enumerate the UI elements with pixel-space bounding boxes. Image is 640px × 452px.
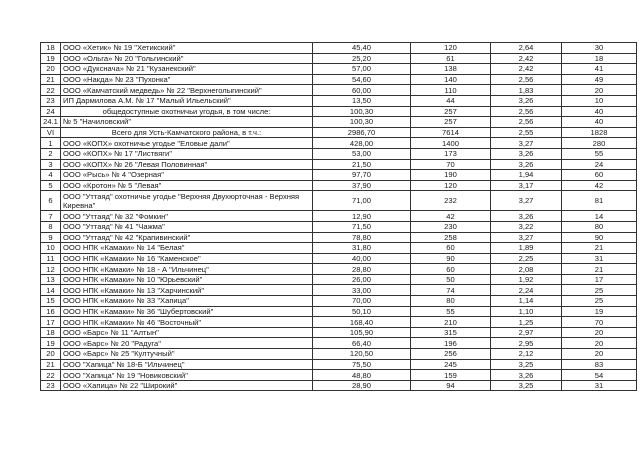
table-row xyxy=(41,170,637,181)
population-cell: 232 xyxy=(411,191,491,211)
density-cell: 1,10 xyxy=(491,306,562,317)
area-cell: 57,00 xyxy=(313,64,411,75)
table-row xyxy=(41,232,637,243)
density-cell: 2,55 xyxy=(491,127,562,138)
area-cell: 28,90 xyxy=(313,380,411,391)
ground-name-cell: ООО «Барс» № 25 "Култучный" xyxy=(61,349,313,360)
quota-cell: 1828 xyxy=(562,127,637,138)
density-cell: 1,92 xyxy=(491,274,562,285)
row-number-cell: 5 xyxy=(41,180,61,191)
density-cell: 2,24 xyxy=(491,285,562,296)
ground-name-cell: ООО «Хапица» № 22 "Широкий" xyxy=(61,380,313,391)
population-cell: 196 xyxy=(411,338,491,349)
area-cell: 37,90 xyxy=(313,180,411,191)
table-row xyxy=(41,159,637,170)
table-row xyxy=(41,253,637,264)
density-cell: 1,25 xyxy=(491,317,562,328)
table-row xyxy=(41,349,637,360)
quota-cell: 21 xyxy=(562,243,637,254)
population-cell: 90 xyxy=(411,253,491,264)
ground-name-cell: ООО НПК «Камаки» № 46 "Восточный" xyxy=(61,317,313,328)
quota-cell: 280 xyxy=(562,138,637,149)
quota-cell: 55 xyxy=(562,148,637,159)
quota-cell: 40 xyxy=(562,117,637,128)
population-cell: 190 xyxy=(411,170,491,181)
area-cell: 105,90 xyxy=(313,327,411,338)
population-cell: 61 xyxy=(411,53,491,64)
ground-name-cell: ООО «Барс» № 20 "Радуга" xyxy=(61,338,313,349)
quota-cell: 25 xyxy=(562,296,637,307)
table-row xyxy=(41,285,637,296)
row-number-cell: 19 xyxy=(41,53,61,64)
row-number-cell: 13 xyxy=(41,274,61,285)
row-number-cell: 2 xyxy=(41,148,61,159)
density-cell: 1,94 xyxy=(491,170,562,181)
population-cell: 50 xyxy=(411,274,491,285)
density-cell: 2,56 xyxy=(491,74,562,85)
row-number-cell: 20 xyxy=(41,349,61,360)
row-number-cell: 6 xyxy=(41,191,61,211)
quota-cell: 20 xyxy=(562,338,637,349)
ground-name-cell: ООО НПК «Камаки» № 16 "Каменское" xyxy=(61,253,313,264)
area-cell: 97,70 xyxy=(313,170,411,181)
density-cell: 2,42 xyxy=(491,64,562,75)
table-row xyxy=(41,274,637,285)
density-cell: 3,26 xyxy=(491,211,562,222)
ground-name-cell: ООО НПК «Камаки» № 18 - А "Ильчинец" xyxy=(61,264,313,275)
population-cell: 44 xyxy=(411,95,491,106)
row-number-cell: 15 xyxy=(41,296,61,307)
area-cell: 21,50 xyxy=(313,159,411,170)
area-cell: 100,30 xyxy=(313,117,411,128)
quota-cell: 21 xyxy=(562,264,637,275)
table-row xyxy=(41,74,637,85)
ground-name-cell: ООО «Накда» № 23 "Пухонка" xyxy=(61,74,313,85)
population-cell: 256 xyxy=(411,349,491,360)
density-cell: 3,27 xyxy=(491,232,562,243)
table-row xyxy=(41,127,637,138)
density-cell: 3,26 xyxy=(491,95,562,106)
ground-name-cell: ООО НПК «Камаки» № 14 "Белая" xyxy=(61,243,313,254)
density-cell: 1,89 xyxy=(491,243,562,254)
quota-cell: 42 xyxy=(562,180,637,191)
row-number-cell: 7 xyxy=(41,211,61,222)
table-row xyxy=(41,211,637,222)
row-number-cell: 4 xyxy=(41,170,61,181)
table-row xyxy=(41,138,637,149)
population-cell: 120 xyxy=(411,43,491,54)
population-cell: 7614 xyxy=(411,127,491,138)
row-number-cell: 1 xyxy=(41,138,61,149)
table-row xyxy=(41,117,637,128)
row-number-cell: 21 xyxy=(41,74,61,85)
density-cell: 3,26 xyxy=(491,159,562,170)
ground-name-cell: ООО "Уттаяд" охотничье угодье "Верхняя Двухюрточная - Верхняя Киревна" xyxy=(61,191,313,211)
quota-cell: 10 xyxy=(562,95,637,106)
population-cell: 74 xyxy=(411,285,491,296)
ground-name-cell: ООО "Уттаяд" № 42 "Крапивинский" xyxy=(61,232,313,243)
population-cell: 1400 xyxy=(411,138,491,149)
ground-name-cell: ООО «Рысь» № 4 "Озерная" xyxy=(61,170,313,181)
ground-name-cell: ООО "Хапица" № 19 "Новиковский" xyxy=(61,370,313,381)
population-cell: 42 xyxy=(411,211,491,222)
population-cell: 257 xyxy=(411,117,491,128)
area-cell: 71,50 xyxy=(313,221,411,232)
density-cell: 2,12 xyxy=(491,349,562,360)
table-row xyxy=(41,380,637,391)
area-cell: 75,50 xyxy=(313,359,411,370)
area-cell: 25,20 xyxy=(313,53,411,64)
ground-name-cell: ООО «КОПХ» № 26 "Левая Половинная" xyxy=(61,159,313,170)
quota-cell: 20 xyxy=(562,327,637,338)
table-row xyxy=(41,53,637,64)
table-row xyxy=(41,264,637,275)
hunting-grounds-table xyxy=(40,42,637,391)
ground-name-cell: ООО НПК «Камаки» № 13 "Харчинский" xyxy=(61,285,313,296)
ground-name-cell: ООО "Хапица" № 18-Б "Ильчинец" xyxy=(61,359,313,370)
density-cell: 2,64 xyxy=(491,43,562,54)
population-cell: 94 xyxy=(411,380,491,391)
quota-cell: 80 xyxy=(562,221,637,232)
area-cell: 100,30 xyxy=(313,106,411,117)
density-cell: 1,14 xyxy=(491,296,562,307)
population-cell: 258 xyxy=(411,232,491,243)
density-cell: 2,95 xyxy=(491,338,562,349)
quota-cell: 14 xyxy=(562,211,637,222)
density-cell: 3,27 xyxy=(491,191,562,211)
row-number-cell: 10 xyxy=(41,243,61,254)
ground-name-cell: ООО «Кротон» № 5 "Левая" xyxy=(61,180,313,191)
population-cell: 120 xyxy=(411,180,491,191)
area-cell: 50,10 xyxy=(313,306,411,317)
table-row xyxy=(41,327,637,338)
table-row xyxy=(41,243,637,254)
population-cell: 80 xyxy=(411,296,491,307)
quota-cell: 25 xyxy=(562,285,637,296)
population-cell: 138 xyxy=(411,64,491,75)
row-number-cell: 8 xyxy=(41,221,61,232)
ground-name-cell: ООО «Дукснача» № 21 "Кузанекский" xyxy=(61,64,313,75)
area-cell: 70,00 xyxy=(313,296,411,307)
ground-name-cell: ООО "Уттаяд" № 41 "Чажма" xyxy=(61,221,313,232)
ground-name-cell: ООО «КОПХ» № 17 "Листвяги" xyxy=(61,148,313,159)
quota-cell: 81 xyxy=(562,191,637,211)
table-row xyxy=(41,306,637,317)
table-row xyxy=(41,338,637,349)
density-cell: 3,25 xyxy=(491,380,562,391)
table-row xyxy=(41,148,637,159)
table-row xyxy=(41,221,637,232)
density-cell: 3,25 xyxy=(491,359,562,370)
area-cell: 28,80 xyxy=(313,264,411,275)
quota-cell: 70 xyxy=(562,317,637,328)
table-row xyxy=(41,106,637,117)
row-number-cell: 18 xyxy=(41,43,61,54)
ground-name-cell: ООО «КОПХ» охотничье угодье "Еловые дали" xyxy=(61,138,313,149)
row-number-cell: 17 xyxy=(41,317,61,328)
population-cell: 230 xyxy=(411,221,491,232)
row-number-cell: 3 xyxy=(41,159,61,170)
row-number-cell: 22 xyxy=(41,370,61,381)
row-number-cell: 24 xyxy=(41,106,61,117)
ground-name-cell: ООО "Уттаяд" № 32 "Фомкин" xyxy=(61,211,313,222)
population-cell: 315 xyxy=(411,327,491,338)
table-body xyxy=(41,43,637,391)
table-row xyxy=(41,95,637,106)
population-cell: 159 xyxy=(411,370,491,381)
ground-name-cell: ООО НПК «Камаки» № 36 "Шубертовский" xyxy=(61,306,313,317)
quota-cell: 20 xyxy=(562,85,637,96)
quota-cell: 17 xyxy=(562,274,637,285)
ground-name-cell: ООО НПК «Камаки» № 10 "Юрьевский" xyxy=(61,274,313,285)
area-cell: 53,00 xyxy=(313,148,411,159)
area-cell: 40,00 xyxy=(313,253,411,264)
area-cell: 26,00 xyxy=(313,274,411,285)
density-cell: 3,22 xyxy=(491,221,562,232)
row-number-cell: VI xyxy=(41,127,61,138)
quota-cell: 19 xyxy=(562,306,637,317)
row-number-cell: 24.1 xyxy=(41,117,61,128)
density-cell: 2,08 xyxy=(491,264,562,275)
density-cell: 1,83 xyxy=(491,85,562,96)
area-cell: 66,40 xyxy=(313,338,411,349)
table-row xyxy=(41,43,637,54)
quota-cell: 41 xyxy=(562,64,637,75)
ground-name-cell: Всего для Усть-Камчатского района, в т.ч.: xyxy=(61,127,313,138)
quota-cell: 60 xyxy=(562,170,637,181)
row-number-cell: 16 xyxy=(41,306,61,317)
quota-cell: 40 xyxy=(562,106,637,117)
row-number-cell: 11 xyxy=(41,253,61,264)
row-number-cell: 9 xyxy=(41,232,61,243)
density-cell: 3,27 xyxy=(491,138,562,149)
area-cell: 12,90 xyxy=(313,211,411,222)
table-row xyxy=(41,317,637,328)
row-number-cell: 23 xyxy=(41,95,61,106)
density-cell: 3,26 xyxy=(491,370,562,381)
ground-name-cell: ИП Дармилова А.М. № 17 "Малый Ильельский" xyxy=(61,95,313,106)
density-cell: 2,25 xyxy=(491,253,562,264)
quota-cell: 54 xyxy=(562,370,637,381)
density-cell: 2,56 xyxy=(491,117,562,128)
area-cell: 2986,70 xyxy=(313,127,411,138)
density-cell: 3,26 xyxy=(491,148,562,159)
table-row xyxy=(41,191,637,211)
population-cell: 70 xyxy=(411,159,491,170)
population-cell: 210 xyxy=(411,317,491,328)
row-number-cell: 18 xyxy=(41,327,61,338)
row-number-cell: 20 xyxy=(41,64,61,75)
density-cell: 2,56 xyxy=(491,106,562,117)
table-row xyxy=(41,296,637,307)
area-cell: 13,50 xyxy=(313,95,411,106)
table-row xyxy=(41,370,637,381)
quota-cell: 20 xyxy=(562,349,637,360)
row-number-cell: 23 xyxy=(41,380,61,391)
area-cell: 78,80 xyxy=(313,232,411,243)
area-cell: 168,40 xyxy=(313,317,411,328)
population-cell: 55 xyxy=(411,306,491,317)
density-cell: 3,17 xyxy=(491,180,562,191)
ground-name-cell: ООО «Барс» № 11 "Алтын" xyxy=(61,327,313,338)
ground-name-cell: ООО НПК «Камаки» № 33 "Хапица" xyxy=(61,296,313,307)
ground-name-cell: общедоступные охотничьи угодья, в том числе: xyxy=(61,106,313,117)
quota-cell: 18 xyxy=(562,53,637,64)
table-row xyxy=(41,180,637,191)
population-cell: 110 xyxy=(411,85,491,96)
area-cell: 71,00 xyxy=(313,191,411,211)
ground-name-cell: ООО «Камчатский медведь» № 22 "Верхнеголыгинский" xyxy=(61,85,313,96)
area-cell: 31,80 xyxy=(313,243,411,254)
population-cell: 140 xyxy=(411,74,491,85)
table-row xyxy=(41,85,637,96)
table-row xyxy=(41,359,637,370)
density-cell: 2,42 xyxy=(491,53,562,64)
area-cell: 120,50 xyxy=(313,349,411,360)
area-cell: 60,00 xyxy=(313,85,411,96)
row-number-cell: 19 xyxy=(41,338,61,349)
quota-cell: 31 xyxy=(562,380,637,391)
area-cell: 45,40 xyxy=(313,43,411,54)
table-row xyxy=(41,64,637,75)
quota-cell: 31 xyxy=(562,253,637,264)
area-cell: 428,00 xyxy=(313,138,411,149)
row-number-cell: 21 xyxy=(41,359,61,370)
ground-name-cell: ООО «Хетик» № 19 "Хетикский" xyxy=(61,43,313,54)
quota-cell: 49 xyxy=(562,74,637,85)
ground-name-cell: ООО «Ольга» № 20 "Гольгинский" xyxy=(61,53,313,64)
quota-cell: 30 xyxy=(562,43,637,54)
population-cell: 60 xyxy=(411,264,491,275)
population-cell: 60 xyxy=(411,243,491,254)
row-number-cell: 22 xyxy=(41,85,61,96)
quota-cell: 90 xyxy=(562,232,637,243)
density-cell: 2,97 xyxy=(491,327,562,338)
area-cell: 54,60 xyxy=(313,74,411,85)
area-cell: 48,80 xyxy=(313,370,411,381)
population-cell: 173 xyxy=(411,148,491,159)
row-number-cell: 12 xyxy=(41,264,61,275)
area-cell: 33,00 xyxy=(313,285,411,296)
quota-cell: 83 xyxy=(562,359,637,370)
row-number-cell: 14 xyxy=(41,285,61,296)
ground-name-cell: № 5 "Начиловский" xyxy=(61,117,313,128)
population-cell: 245 xyxy=(411,359,491,370)
quota-cell: 24 xyxy=(562,159,637,170)
population-cell: 257 xyxy=(411,106,491,117)
